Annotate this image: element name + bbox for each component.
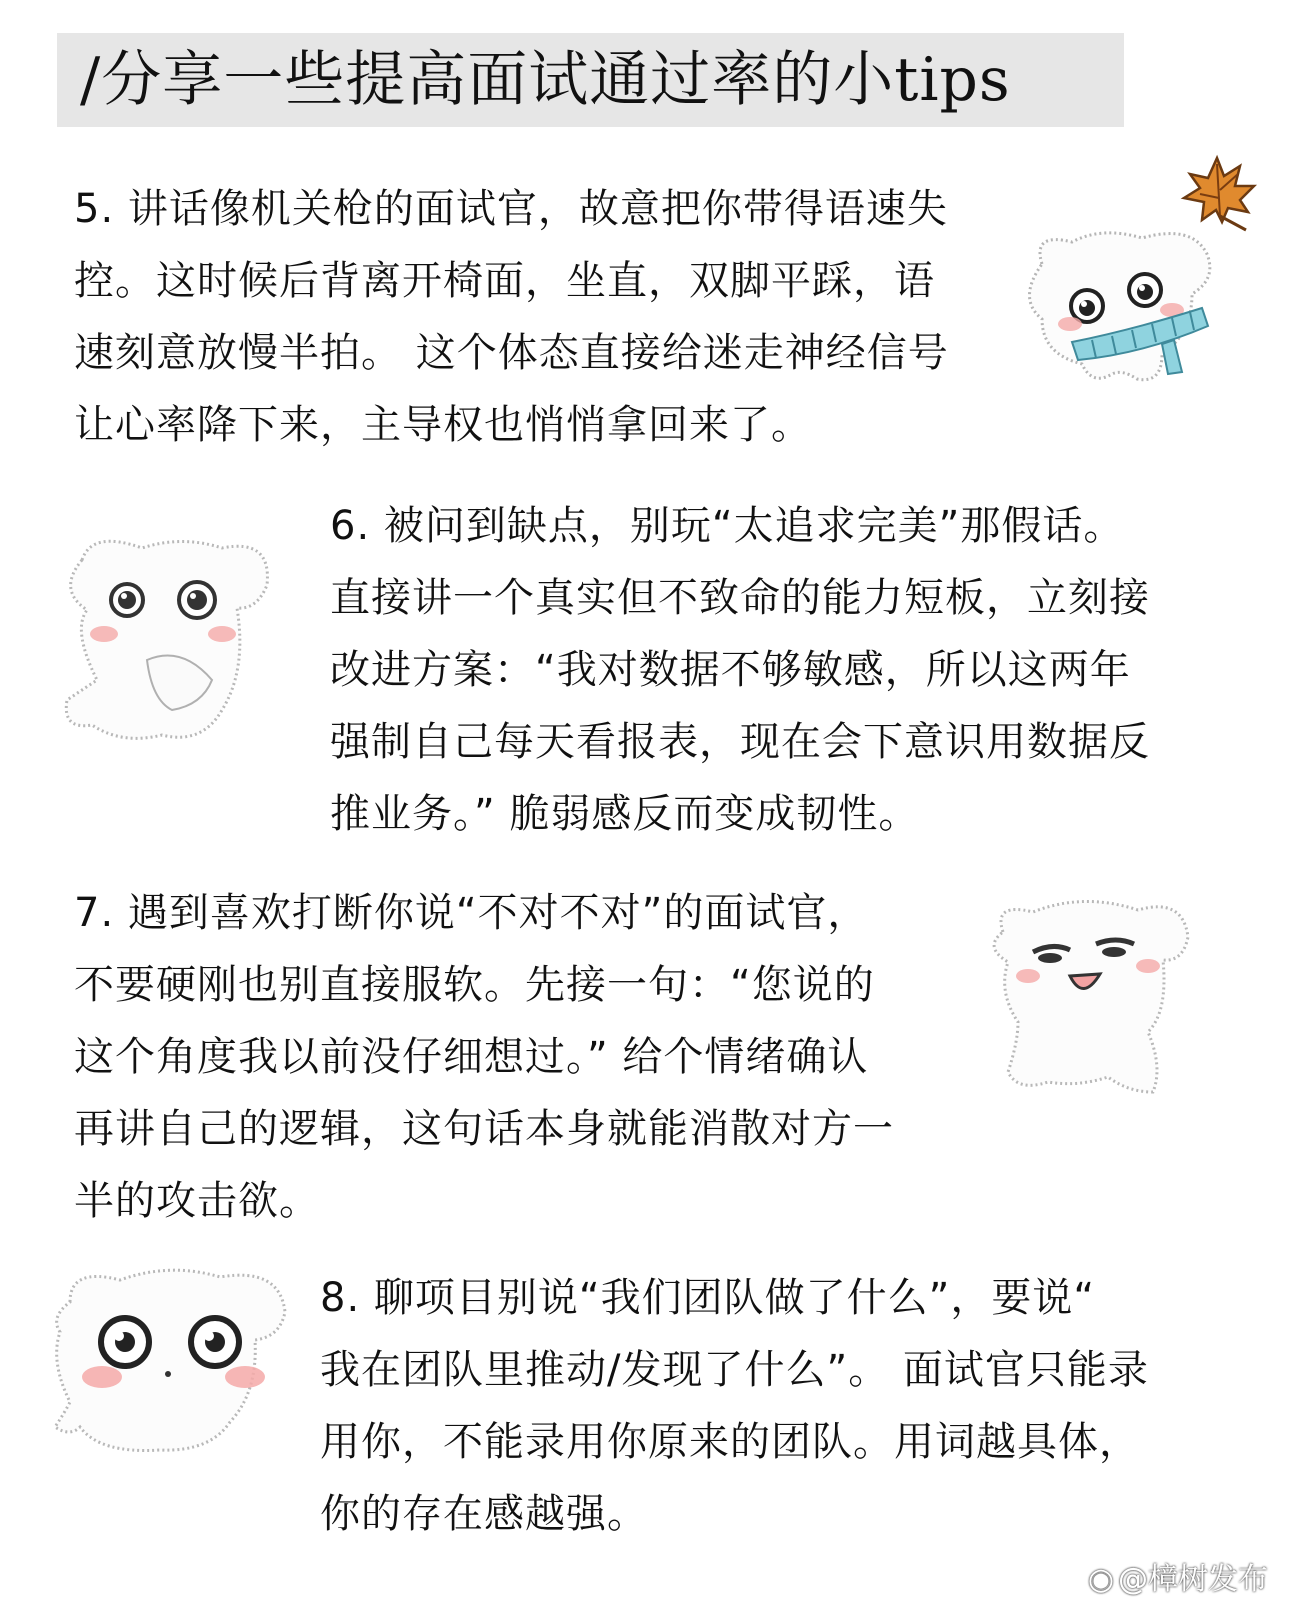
page-title: /分享一些提高面试通过率的小tips [80,45,1011,115]
puppy-scarf-illustration [1012,224,1217,394]
tip-8-text: 8. 聊项目别说“我们团队做了什么”，要说“ 我在团队里推动/发现了什么”。 面试官只能录 用你，不能录用你原来的团队。用词越具体， 你的存在感越强。 [320,1275,1149,1537]
puppy-teary-illustration [40,1262,295,1462]
tip-6-text: 6. 被问到缺点，别玩“太追求完美”那假话。 直接讲一个真实但不致命的能力短板，立刻接 改进方案：“我对数据不够敏感，所以这两年 强制自己每天看报表，现在会下意识用数据反 推业务。” 脆弱感反而变成韧性。 [330,503,1150,837]
tip-5-text: 5. 讲话像机关枪的面试官，故意把你带得语速失 控。这时候后背离开椅面，坐直，双脚平踩，语 速刻意放慢半拍。 这个体态直接给迷走神经信号 让心率降下来，主导权也悄悄拿回来了。 [74,186,949,448]
watermark-text: @樟树发布 [1118,1562,1268,1597]
puppy-shy-illustration [52,530,282,755]
weibo-icon: ◉ [1087,1562,1114,1597]
maple-leaf-icon [1172,150,1262,235]
puppy-smug-illustration [978,892,1193,1097]
tip-7-text: 7. 遇到喜欢打断你说“不对不对”的面试官， 不要硬刚也别直接服软。先接一句：“您说的 这个角度我以前没仔细想过。” 给个情绪确认 再讲自己的逻辑，这句话本身就能消散对方一 半的攻击欲。 [74,890,894,1224]
watermark [1088,1554,1268,1598]
